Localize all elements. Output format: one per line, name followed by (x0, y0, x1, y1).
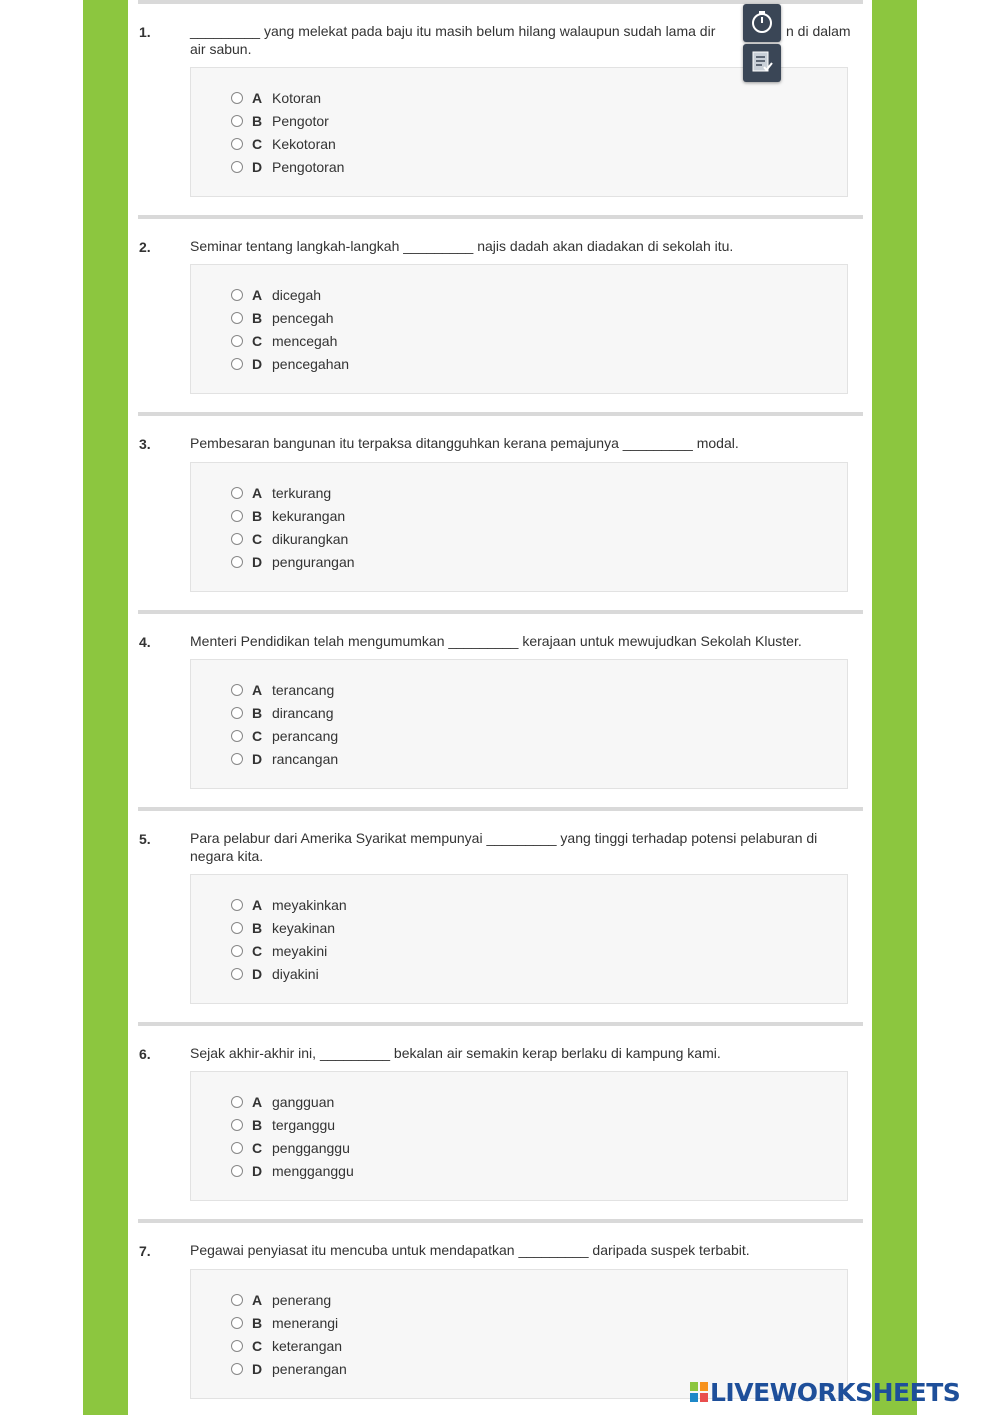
question-number: 2. (139, 239, 151, 255)
left-green-border (83, 0, 128, 1415)
question-text: Seminar tentang langkah-langkah _________ najis dadah akan diadakan di sekolah itu. (190, 238, 734, 254)
radio-button[interactable] (231, 1317, 243, 1329)
option-label: dikurangkan (272, 531, 349, 547)
question-text: Para pelabur dari Amerika Syarikat mempunyai _________ yang tinggi terhadap potensi pelaburan di (190, 830, 818, 846)
radio-button[interactable] (231, 1142, 243, 1154)
option-label: terkurang (272, 485, 332, 501)
option-d[interactable]: D pencegahan (231, 355, 349, 373)
option-b[interactable]: B menerangi (231, 1314, 338, 1332)
radio-button[interactable] (231, 730, 243, 742)
question-text: _________ yang melekat pada baju itu masih belum hilang walaupun sudah lama dir (190, 23, 716, 39)
option-label: pencegah (272, 310, 334, 326)
radio-button[interactable] (231, 684, 243, 696)
option-label: rancangan (272, 751, 339, 767)
separator (138, 610, 863, 614)
option-label: pencegahan (272, 356, 350, 372)
option-b[interactable]: B pencegah (231, 309, 334, 327)
radio-button[interactable] (231, 92, 243, 104)
option-a[interactable]: A penerang (231, 1291, 331, 1309)
radio-button[interactable] (231, 1119, 243, 1131)
radio-button[interactable] (231, 556, 243, 568)
answer-options (190, 264, 848, 394)
option-c[interactable]: C dikurangkan (231, 530, 348, 548)
question-number: 3. (139, 436, 151, 452)
option-label: penerangan (272, 1361, 347, 1377)
liveworksheets-mark-icon (690, 1382, 708, 1402)
option-c[interactable]: C meyakini (231, 942, 327, 960)
option-label: mencegah (272, 333, 338, 349)
option-a[interactable]: A gangguan (231, 1093, 334, 1111)
option-label: diyakini (272, 966, 319, 982)
radio-button[interactable] (231, 335, 243, 347)
option-label: dicegah (272, 287, 322, 303)
radio-button[interactable] (231, 707, 243, 719)
option-b[interactable]: B terganggu (231, 1116, 335, 1134)
answer-options (190, 1071, 848, 1201)
radio-button[interactable] (231, 1165, 243, 1177)
radio-button[interactable] (231, 753, 243, 765)
option-a[interactable]: A terancang (231, 681, 334, 699)
question-text: Menteri Pendidikan telah mengumumkan _________ kerajaan untuk mewujudkan Sekolah Kluster. (190, 633, 802, 649)
question-number: 7. (139, 1243, 151, 1259)
question-text: Sejak akhir-akhir ini, _________ bekalan air semakin kerap berlaku di kampung kami. (190, 1045, 721, 1061)
separator (138, 1219, 863, 1223)
option-b[interactable]: B keyakinan (231, 919, 335, 937)
question-text: Pegawai penyiasat itu mencuba untuk mendapatkan _________ daripada suspek terbabit. (190, 1242, 750, 1258)
option-label: terancang (272, 682, 335, 698)
radio-button[interactable] (231, 312, 243, 324)
liveworksheets-logo (690, 1376, 960, 1408)
logo-text: LIVEWORKSHEETS (710, 1377, 961, 1407)
option-label: menerangi (272, 1315, 339, 1331)
radio-button[interactable] (231, 899, 243, 911)
question-text-continued: negara kita. (190, 848, 264, 864)
answer-options (190, 659, 848, 789)
option-label: terganggu (272, 1117, 336, 1133)
option-a[interactable]: A meyakinkan (231, 896, 347, 914)
separator (138, 1022, 863, 1026)
separator (138, 807, 863, 811)
question-number: 6. (139, 1046, 151, 1062)
question-text: Pembesaran bangunan itu terpaksa ditangguhkan kerana pemajunya _________ modal. (190, 435, 739, 451)
option-d[interactable]: D diyakini (231, 965, 319, 983)
radio-button[interactable] (231, 358, 243, 370)
radio-button[interactable] (231, 1096, 243, 1108)
separator (138, 215, 863, 219)
separator (138, 412, 863, 416)
option-c[interactable]: C mencegah (231, 332, 337, 350)
radio-button[interactable] (231, 1294, 243, 1306)
option-label: perancang (272, 728, 339, 744)
answer-options (190, 874, 848, 1004)
option-d[interactable]: D rancangan (231, 750, 338, 768)
option-d[interactable]: D Pengotoran (231, 158, 344, 176)
radio-button[interactable] (231, 487, 243, 499)
option-label: keterangan (272, 1338, 343, 1354)
question-number: 1. (139, 24, 151, 40)
radio-button[interactable] (231, 922, 243, 934)
option-c[interactable]: C Kekotoran (231, 135, 336, 153)
option-label: keyakinan (272, 920, 336, 936)
stopwatch-icon (751, 10, 773, 34)
option-label: Kotoran (272, 90, 322, 106)
radio-button[interactable] (231, 138, 243, 150)
option-a[interactable]: A Kotoran (231, 89, 321, 107)
option-b[interactable]: B dirancang (231, 704, 334, 722)
question-text-tail: n di dalam (786, 23, 851, 39)
option-b[interactable]: B Pengotor (231, 112, 329, 130)
option-label: Pengotor (272, 113, 329, 129)
radio-button[interactable] (231, 968, 243, 980)
option-a[interactable]: A terkurang (231, 484, 331, 502)
question-number: 4. (139, 634, 151, 650)
option-b[interactable]: B kekurangan (231, 507, 345, 525)
option-a[interactable]: A dicegah (231, 286, 321, 304)
radio-button[interactable] (231, 289, 243, 301)
option-c[interactable]: C perancang (231, 727, 338, 745)
right-green-border (872, 0, 917, 1415)
answer-options (190, 462, 848, 592)
option-label: meyakinkan (272, 897, 347, 913)
option-label: pengganggu (272, 1140, 350, 1156)
option-c[interactable]: C keterangan (231, 1337, 342, 1355)
radio-button[interactable] (231, 115, 243, 127)
option-label: Kekotoran (272, 136, 336, 152)
worksheet-check-icon (751, 50, 773, 74)
question-text-continued: air sabun. (190, 41, 252, 57)
answer-options (190, 67, 848, 197)
option-label: mengganggu (272, 1163, 354, 1179)
option-label: kekurangan (272, 508, 346, 524)
worksheet-button[interactable] (743, 44, 781, 82)
option-label: dirancang (272, 705, 334, 721)
option-d[interactable]: D mengganggu (231, 1162, 354, 1180)
option-d[interactable]: D pengurangan (231, 553, 355, 571)
radio-button[interactable] (231, 510, 243, 522)
option-label: penerang (272, 1292, 332, 1308)
radio-button[interactable] (231, 161, 243, 173)
option-d[interactable]: D penerangan (231, 1360, 347, 1378)
option-label: pengurangan (272, 554, 355, 570)
radio-button[interactable] (231, 1363, 243, 1375)
radio-button[interactable] (231, 533, 243, 545)
timer-button[interactable] (743, 4, 781, 42)
question-number: 5. (139, 831, 151, 847)
option-label: gangguan (272, 1094, 335, 1110)
option-c[interactable]: C pengganggu (231, 1139, 350, 1157)
option-label: Pengotoran (272, 159, 345, 175)
radio-button[interactable] (231, 945, 243, 957)
radio-button[interactable] (231, 1340, 243, 1352)
option-label: meyakini (272, 943, 328, 959)
